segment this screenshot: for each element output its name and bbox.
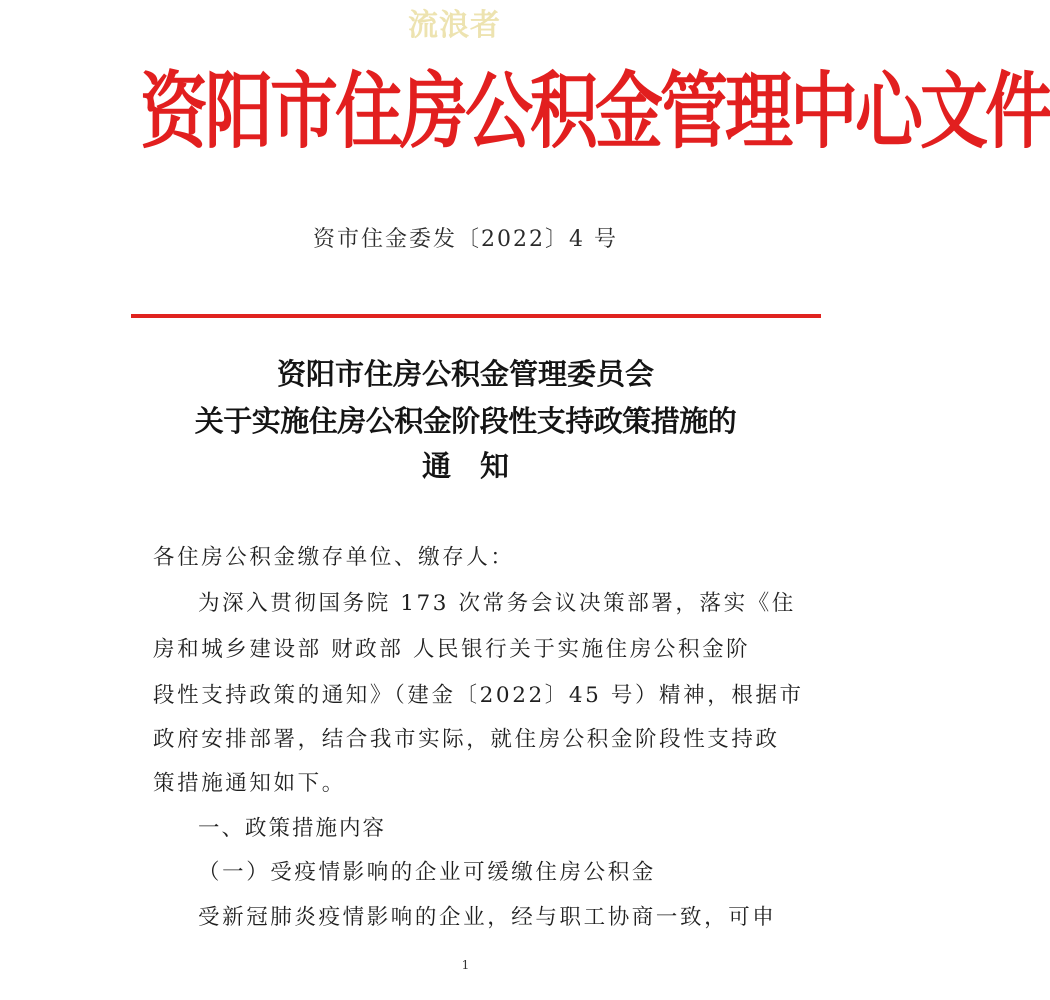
- red-divider-line: [131, 314, 821, 318]
- salutation: 各住房公积金缴存单位、缴存人：: [153, 545, 515, 570]
- notice-title-line-3: 通 知: [421, 449, 509, 483]
- paragraph-line: 为深入贯彻国务院 173 次常务会议决策部署，落实《住: [198, 591, 796, 616]
- document-number: 资市住金委发〔2022〕4 号: [313, 227, 618, 252]
- watermark-text: 流浪者: [408, 8, 501, 43]
- subsection-heading: （一）受疫情影响的企业可缓缴住房公积金: [198, 860, 656, 885]
- paragraph-line: 段性支持政策的通知》（建金〔2022〕45 号）精神，根据市: [153, 683, 804, 708]
- notice-title-line-2: 关于实施住房公积金阶段性支持政策措施的: [194, 404, 737, 438]
- notice-title-line-1: 资阳市住房公积金管理委员会: [276, 357, 654, 391]
- issuer-header-title: 资阳市住房公积金管理中心文件: [140, 64, 1050, 161]
- paragraph-line: 策措施通知如下。: [153, 771, 346, 796]
- paragraph-line: 政府安排部署，结合我市实际，就住房公积金阶段性支持政: [153, 727, 780, 752]
- section-heading: 一、政策措施内容: [198, 816, 387, 841]
- paragraph-line: 房和城乡建设部 财政部 人民银行关于实施住房公积金阶: [153, 637, 751, 662]
- page-number: 1: [461, 958, 470, 972]
- paragraph-line: 受新冠肺炎疫情影响的企业，经与职工协商一致，可申: [198, 905, 777, 930]
